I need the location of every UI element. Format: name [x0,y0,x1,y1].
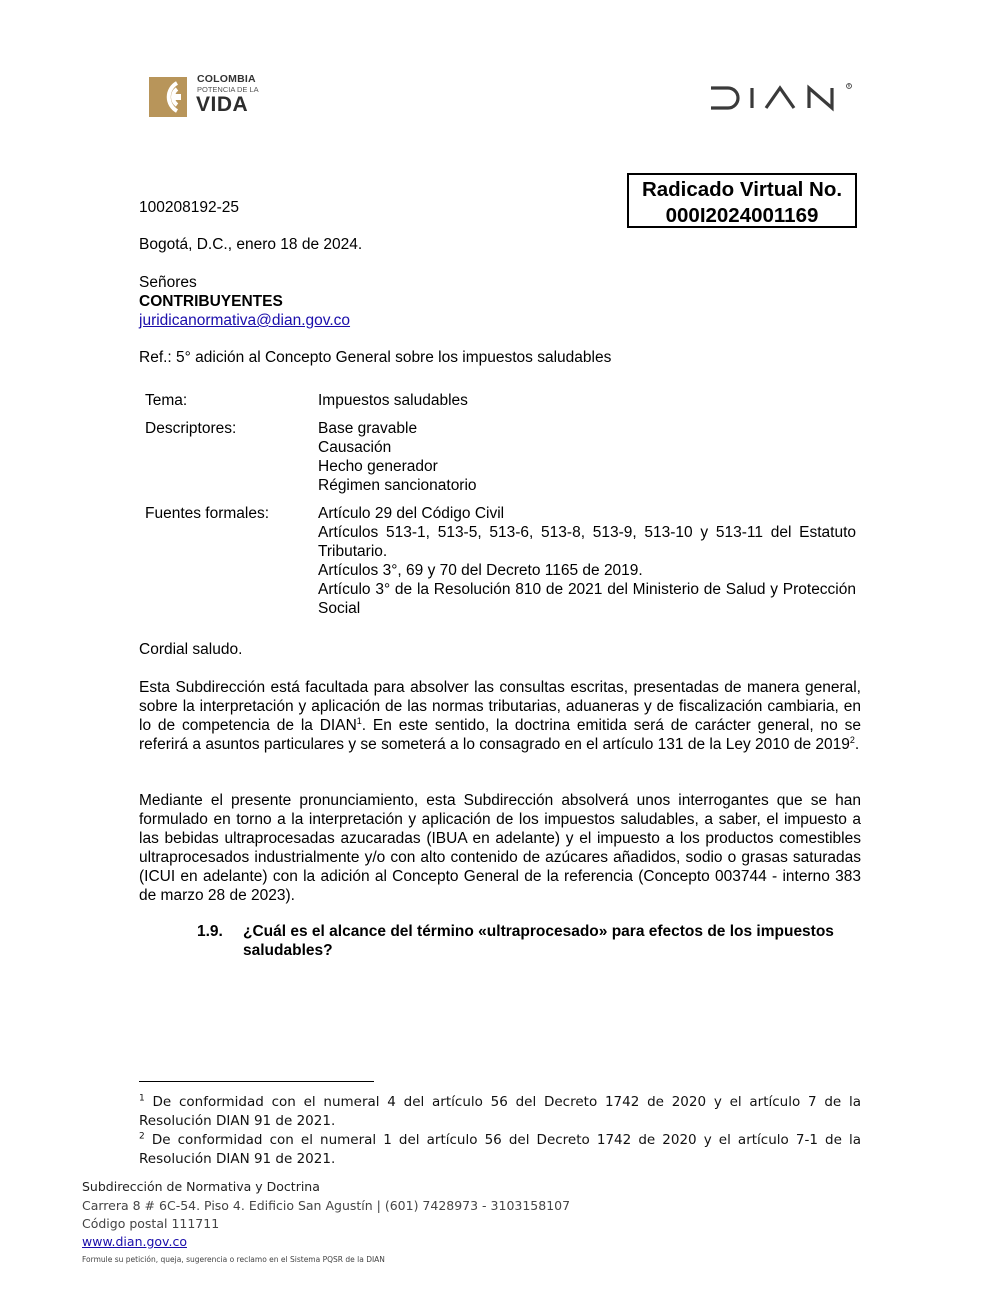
place-date: Bogotá, D.C., enero 18 de 2024. [139,236,363,253]
radicado-number: 000I2024001169 [665,204,819,227]
footer-website-link[interactable]: www.dian.gov.co [82,1234,187,1249]
footnote-ref-1[interactable]: 1 [356,715,362,726]
radicado-label: Radicado Virtual No. [641,178,843,201]
reference-line: Ref.: 5° adición al Concepto General sobre los impuestos saludables [139,349,612,366]
colombia-potencia-de-la-vida-logo [147,73,265,121]
footnote-ref-2[interactable]: 2 [849,734,855,745]
paragraph-pronouncement: Mediante el presente pronunciamiento, esta Subdirección absolverá unos interrogantes que se han formulado en torno a la interpretación y aplicación de los impuestos saludables, a saber, el impuesto a las bebidas ultraprocesadas azucaradas (IBUA en adelante) y el impuesto a los productos comestibles ultraprocesados industrialmente y/o con alto contenido de azúcares añadidos, sodio o grasas saturadas (ICUI en adelante) con la adición al Concepto General de la referencia (Concepto 003744 - interno 383 de marzo 28 de 2023). [139,792,861,904]
descriptor-item: Régimen sancionatorio [318,477,477,494]
footnote-text: De conformidad con el numeral 1 del artículo 56 del Decreto 1742 de 2020 y el artículo 7-1 de la Resolución DIAN 91 de 2021. [139,1132,861,1167]
footnote-number: 1 [139,1093,145,1104]
recipient-email-link[interactable]: juridicanormativa@dian.gov.co [139,312,351,329]
logo-line-vida: VIDA [196,93,249,116]
salutation: Señores [139,274,197,291]
footnote-number: 2 [139,1131,145,1142]
footnote-separator [139,1081,374,1082]
paragraph-text: . [854,736,860,753]
descriptores-list [318,419,856,495]
fuente-item: Artículo 29 del Código Civil [318,505,505,522]
tema-value: Impuestos saludables [318,392,468,409]
fuentes-list [318,504,856,618]
svg-text:R: R [847,83,851,89]
descriptor-item: Causación [318,439,392,456]
letter-number: 100208192-25 [139,199,239,216]
footnote-1 [139,1093,861,1131]
footer-address: Carrera 8 # 6C-54. Piso 4. Edificio San Agustín | (601) 7428973 - 3103158107 [82,1198,571,1213]
logo-line-potencia: POTENCIA DE LA [197,85,259,94]
footer-postal: Código postal 111711 [82,1216,220,1231]
footer-pqsr-note: Formule su petición, queja, sugerencia o reclamo en el Sistema PQSR de la DIAN [82,1255,385,1264]
question-heading: ¿Cuál es el alcance del término «ultraprocesado» para efectos de los impuestos saludables? [243,923,834,959]
footnote-2 [139,1131,861,1169]
dian-logo [708,82,854,112]
paragraph-text: . En este sentido, la doctrina emitida será de carácter general, no se referirá a asuntos particulares y se someterá a lo consagrado en el artículo 131 de la Ley 2010 de 2019 [139,717,861,753]
fuente-item: Artículos 513-1, 513-5, 513-6, 513-8, 513-9, 513-10 y 513-11 del Estatuto Tributario. [318,524,856,560]
descriptores-label: Descriptores: [145,420,237,437]
fuentes-label: Fuentes formales: [145,505,270,522]
tema-label: Tema: [145,392,188,409]
fuente-item: Artículos 3°, 69 y 70 del Decreto 1165 de 2019. [318,562,643,579]
dian-wordmark-icon [708,82,854,112]
greeting: Cordial saludo. [139,641,243,658]
footnote-text: De conformidad con el numeral 4 del artículo 56 del Decreto 1742 de 2020 y el artículo 7 de la Resolución DIAN 91 de 2021. [139,1094,861,1129]
descriptor-item: Hecho generador [318,458,438,475]
paragraph-competence [139,678,861,754]
footer-office: Subdirección de Normativa y Doctrina [82,1179,320,1194]
radicado-box [627,173,857,228]
question-number: 1.9. [197,923,223,940]
colombia-logo-mark-icon [147,75,189,119]
recipient: CONTRIBUYENTES [139,293,283,310]
paragraph-text: Esta Subdirección está facultada para absolver las consultas escritas, presentadas de manera general, sobre la interpretación y aplicación de las normas tributarias, aduaneras y de fiscalización cambiaria, en lo de competencia de la DIAN [139,679,861,734]
descriptor-item: Base gravable [318,420,418,437]
fuente-item: Artículo 3° de la Resolución 810 de 2021 del Ministerio de Salud y Protección Social [318,581,856,617]
logo-line-colombia: COLOMBIA [197,73,256,85]
